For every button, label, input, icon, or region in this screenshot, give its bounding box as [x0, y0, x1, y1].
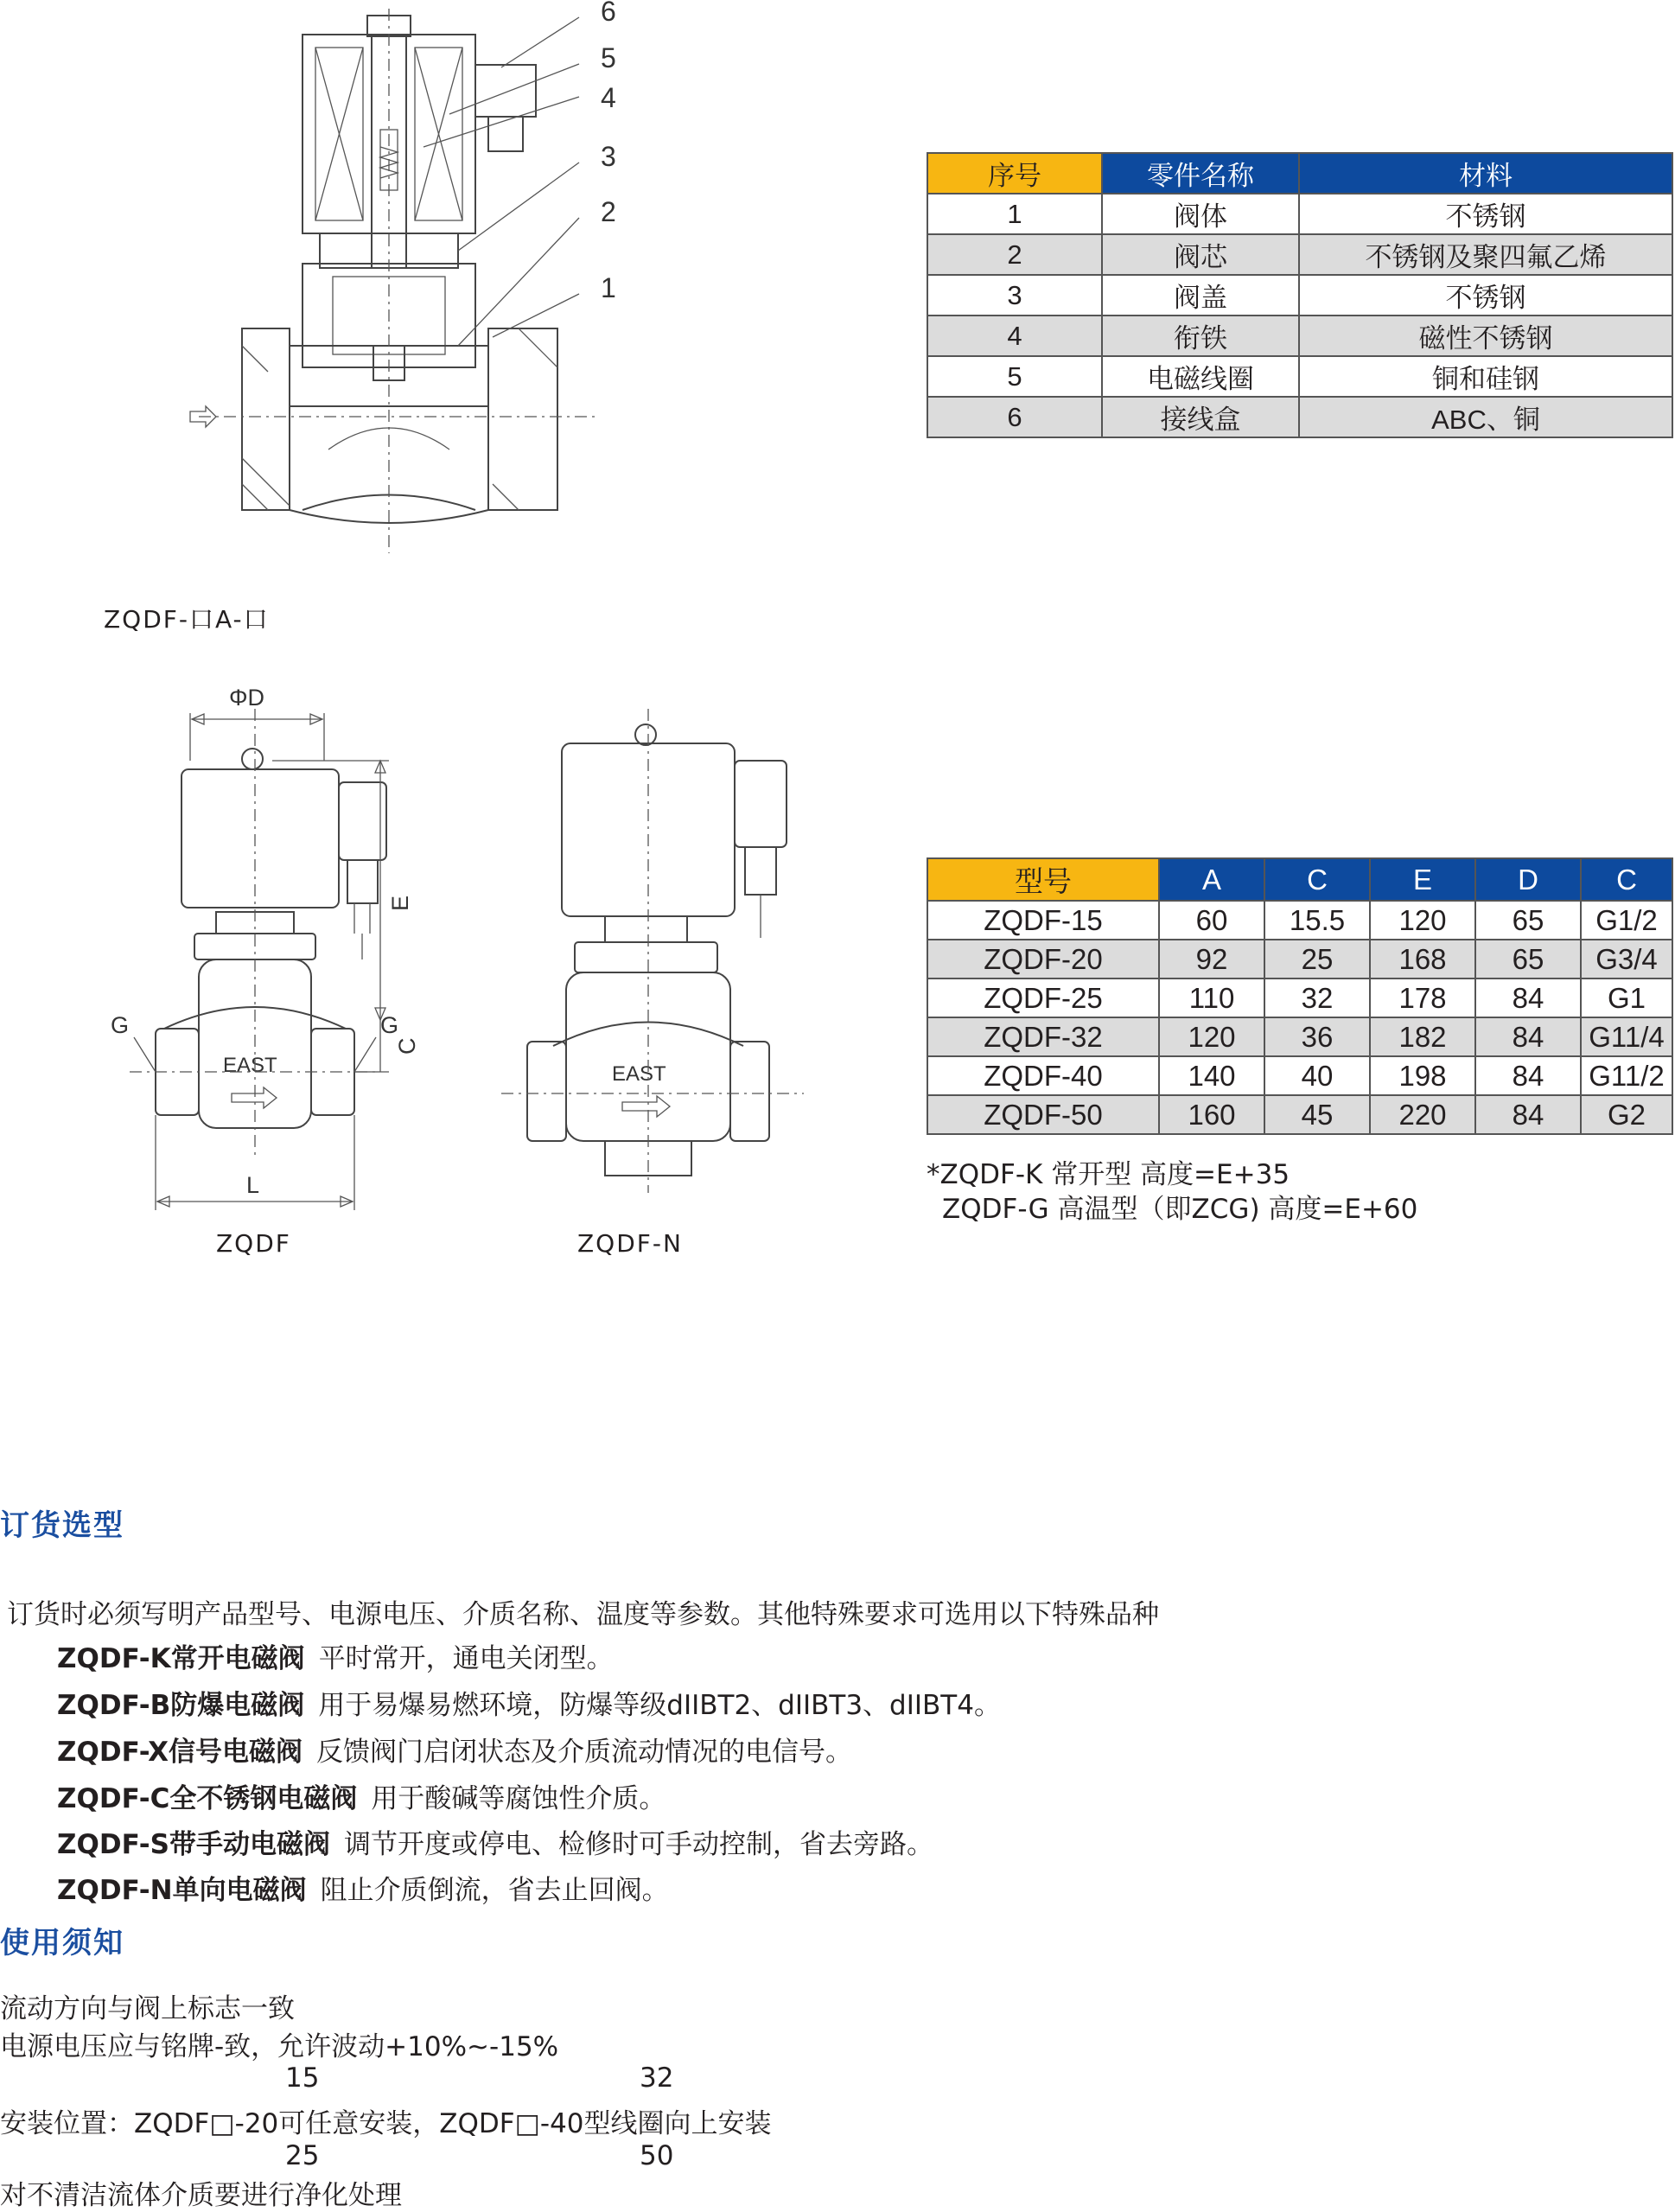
table-cell: G1 [1581, 979, 1672, 1017]
callout-2: 2 [601, 196, 616, 227]
variant-description: 调节开度或停电、检修时可手动控制，省去旁路。 [343, 1829, 933, 1860]
label-c: C [394, 1037, 420, 1055]
table-cell: ZQDF-20 [927, 940, 1159, 979]
table-cell: 40 [1264, 1056, 1370, 1095]
list-item [57, 1868, 669, 1907]
table-cell: 168 [1370, 940, 1475, 979]
variant-description: 用于酸碱等腐蚀性介质。 [371, 1783, 666, 1814]
table-cell: 2 [927, 234, 1102, 275]
list-item [57, 1683, 1001, 1722]
label-l: L [246, 1172, 260, 1198]
table-cell: G3/4 [1581, 940, 1672, 979]
table-cell: 3 [927, 275, 1102, 316]
table-cell: 45 [1264, 1095, 1370, 1134]
table-cell: 接线盒 [1102, 397, 1299, 437]
list-item [57, 1730, 852, 1769]
table-row [927, 1095, 1672, 1134]
table-row [927, 316, 1672, 356]
table-cell: G2 [1581, 1095, 1672, 1134]
table-cell: 60 [1159, 901, 1264, 940]
table-cell: 120 [1370, 901, 1475, 940]
dimension-table [927, 857, 1673, 1135]
table-cell: G11/2 [1581, 1056, 1672, 1095]
table-row [927, 356, 1672, 397]
table-cell: ZQDF-15 [927, 901, 1159, 940]
dim-header-model: 型号 [927, 858, 1159, 901]
table-cell: 140 [1159, 1056, 1264, 1095]
table-cell: ZQDF-25 [927, 979, 1159, 1017]
dim-header-c2: C [1581, 858, 1672, 901]
table-cell: G1/2 [1581, 901, 1672, 940]
table-cell: G11/4 [1581, 1017, 1672, 1056]
table-row [927, 1056, 1672, 1095]
table-cell: 4 [927, 316, 1102, 356]
table-cell: 120 [1159, 1017, 1264, 1056]
table-row [927, 1017, 1672, 1056]
table-row [927, 397, 1672, 437]
usage-num-a-bottom: 25 [285, 2140, 320, 2171]
callout-4: 4 [601, 82, 616, 113]
table-cell: 磁性不锈钢 [1299, 316, 1672, 356]
ordering-intro: 订货时必须写明产品型号、电源电压、介质名称、温度等参数。其他特殊要求可选用以下特殊品种 [7, 1599, 1159, 1630]
list-item [57, 1776, 666, 1815]
table-cell: 36 [1264, 1017, 1370, 1056]
table-cell: 84 [1475, 1017, 1581, 1056]
variant-name: ZQDF-S带手动电磁阀 [57, 1829, 330, 1860]
table-cell: 198 [1370, 1056, 1475, 1095]
variant-name: ZQDF-X信号电磁阀 [57, 1737, 303, 1768]
callout-5: 5 [601, 42, 616, 73]
label-phi-d: ΦD [229, 685, 265, 711]
table-cell: 182 [1370, 1017, 1475, 1056]
variant-name: ZQDF-C全不锈钢电磁阀 [57, 1783, 358, 1814]
table-cell: 不锈钢及聚四氟乙烯 [1299, 234, 1672, 275]
table-row [927, 275, 1672, 316]
usage-line-2: 电源电压应与铭牌-致，允许波动+10%~-15% [0, 2031, 559, 2062]
table-cell: 1 [927, 194, 1102, 234]
table-cell: 25 [1264, 940, 1370, 979]
label-g-right: G [380, 1012, 399, 1038]
parts-table [927, 152, 1673, 438]
sectional-drawing [173, 0, 657, 562]
table-cell: 178 [1370, 979, 1475, 1017]
usage-line-3: 安装位置：ZQDF□-20可任意安装，ZQDF□-40型线圈向上安装 [0, 2108, 772, 2139]
dim-note-2: ZQDF-G 高温型（即ZCG) 高度=E+60 [942, 1194, 1418, 1225]
usage-num-a-top: 15 [285, 2062, 320, 2094]
table-cell: 阀盖 [1102, 275, 1299, 316]
label-g-left: G [111, 1012, 130, 1038]
diagram1-caption: ZQDF-口A-口 [104, 605, 270, 634]
caption-zqdf: ZQDF [216, 1229, 291, 1258]
table-row [927, 940, 1672, 979]
label-e: E [387, 895, 413, 911]
table-cell: ABC、铜 [1299, 397, 1672, 437]
table-row [927, 234, 1672, 275]
parts-header-material: 材料 [1299, 153, 1672, 194]
table-cell: 15.5 [1264, 901, 1370, 940]
usage-line-4: 对不清洁流体介质要进行净化处理 [0, 2180, 402, 2211]
outline-drawings [95, 674, 873, 1271]
table-cell: 92 [1159, 940, 1264, 979]
table-cell: 不锈钢 [1299, 275, 1672, 316]
table-cell: ZQDF-40 [927, 1056, 1159, 1095]
variant-name: ZQDF-B防爆电磁阀 [57, 1690, 305, 1721]
table-cell: 5 [927, 356, 1102, 397]
dim-header-a: A [1159, 858, 1264, 901]
usage-num-b-bottom: 50 [640, 2140, 674, 2171]
variant-description: 阻止介质倒流，省去止回阀。 [320, 1875, 669, 1906]
table-row [927, 901, 1672, 940]
table-cell: 衔铁 [1102, 316, 1299, 356]
table-cell: 160 [1159, 1095, 1264, 1134]
table-cell: 电磁线圈 [1102, 356, 1299, 397]
table-cell: 不锈钢 [1299, 194, 1672, 234]
usage-line-1: 流动方向与阀上标志一致 [0, 1993, 295, 2024]
table-cell: 110 [1159, 979, 1264, 1017]
table-cell: 220 [1370, 1095, 1475, 1134]
variant-name: ZQDF-K常开电磁阀 [57, 1643, 305, 1674]
list-item [57, 1636, 614, 1675]
table-cell: 65 [1475, 940, 1581, 979]
variant-description: 用于易爆易燃环境，防爆等级dIIBT2、dIIBT3、dIIBT4。 [318, 1690, 1001, 1721]
table-cell: 84 [1475, 979, 1581, 1017]
variant-description: 平时常开，通电关闭型。 [318, 1643, 614, 1674]
dim-header-c: C [1264, 858, 1370, 901]
table-cell: ZQDF-50 [927, 1095, 1159, 1134]
table-cell: 阀芯 [1102, 234, 1299, 275]
dim-note-1: *ZQDF-K 常开型 高度=E+35 [927, 1159, 1290, 1190]
variant-name: ZQDF-N单向电磁阀 [57, 1875, 307, 1906]
dim-header-d: D [1475, 858, 1581, 901]
callout-3: 3 [601, 141, 616, 172]
callout-6: 6 [601, 0, 616, 27]
variant-description: 反馈阀门启闭状态及介质流动情况的电信号。 [316, 1737, 853, 1768]
parts-header-no: 序号 [927, 153, 1102, 194]
ordering-title: 订货选型 [0, 1508, 124, 1543]
parts-header-name: 零件名称 [1102, 153, 1299, 194]
list-item [57, 1822, 933, 1861]
caption-zqdf-n: ZQDF-N [577, 1229, 683, 1258]
table-row [927, 979, 1672, 1017]
callout-1: 1 [601, 272, 616, 303]
table-cell: 阀体 [1102, 194, 1299, 234]
table-cell: 6 [927, 397, 1102, 437]
label-east-right: EAST [612, 1062, 666, 1086]
table-cell: 84 [1475, 1056, 1581, 1095]
label-east-left: EAST [223, 1054, 277, 1077]
table-cell: 84 [1475, 1095, 1581, 1134]
usage-title: 使用须知 [0, 1926, 124, 1960]
dim-header-e: E [1370, 858, 1475, 901]
table-row [927, 194, 1672, 234]
table-cell: 铜和硅钢 [1299, 356, 1672, 397]
table-cell: 65 [1475, 901, 1581, 940]
table-cell: ZQDF-32 [927, 1017, 1159, 1056]
table-cell: 32 [1264, 979, 1370, 1017]
usage-num-b-top: 32 [640, 2062, 674, 2094]
